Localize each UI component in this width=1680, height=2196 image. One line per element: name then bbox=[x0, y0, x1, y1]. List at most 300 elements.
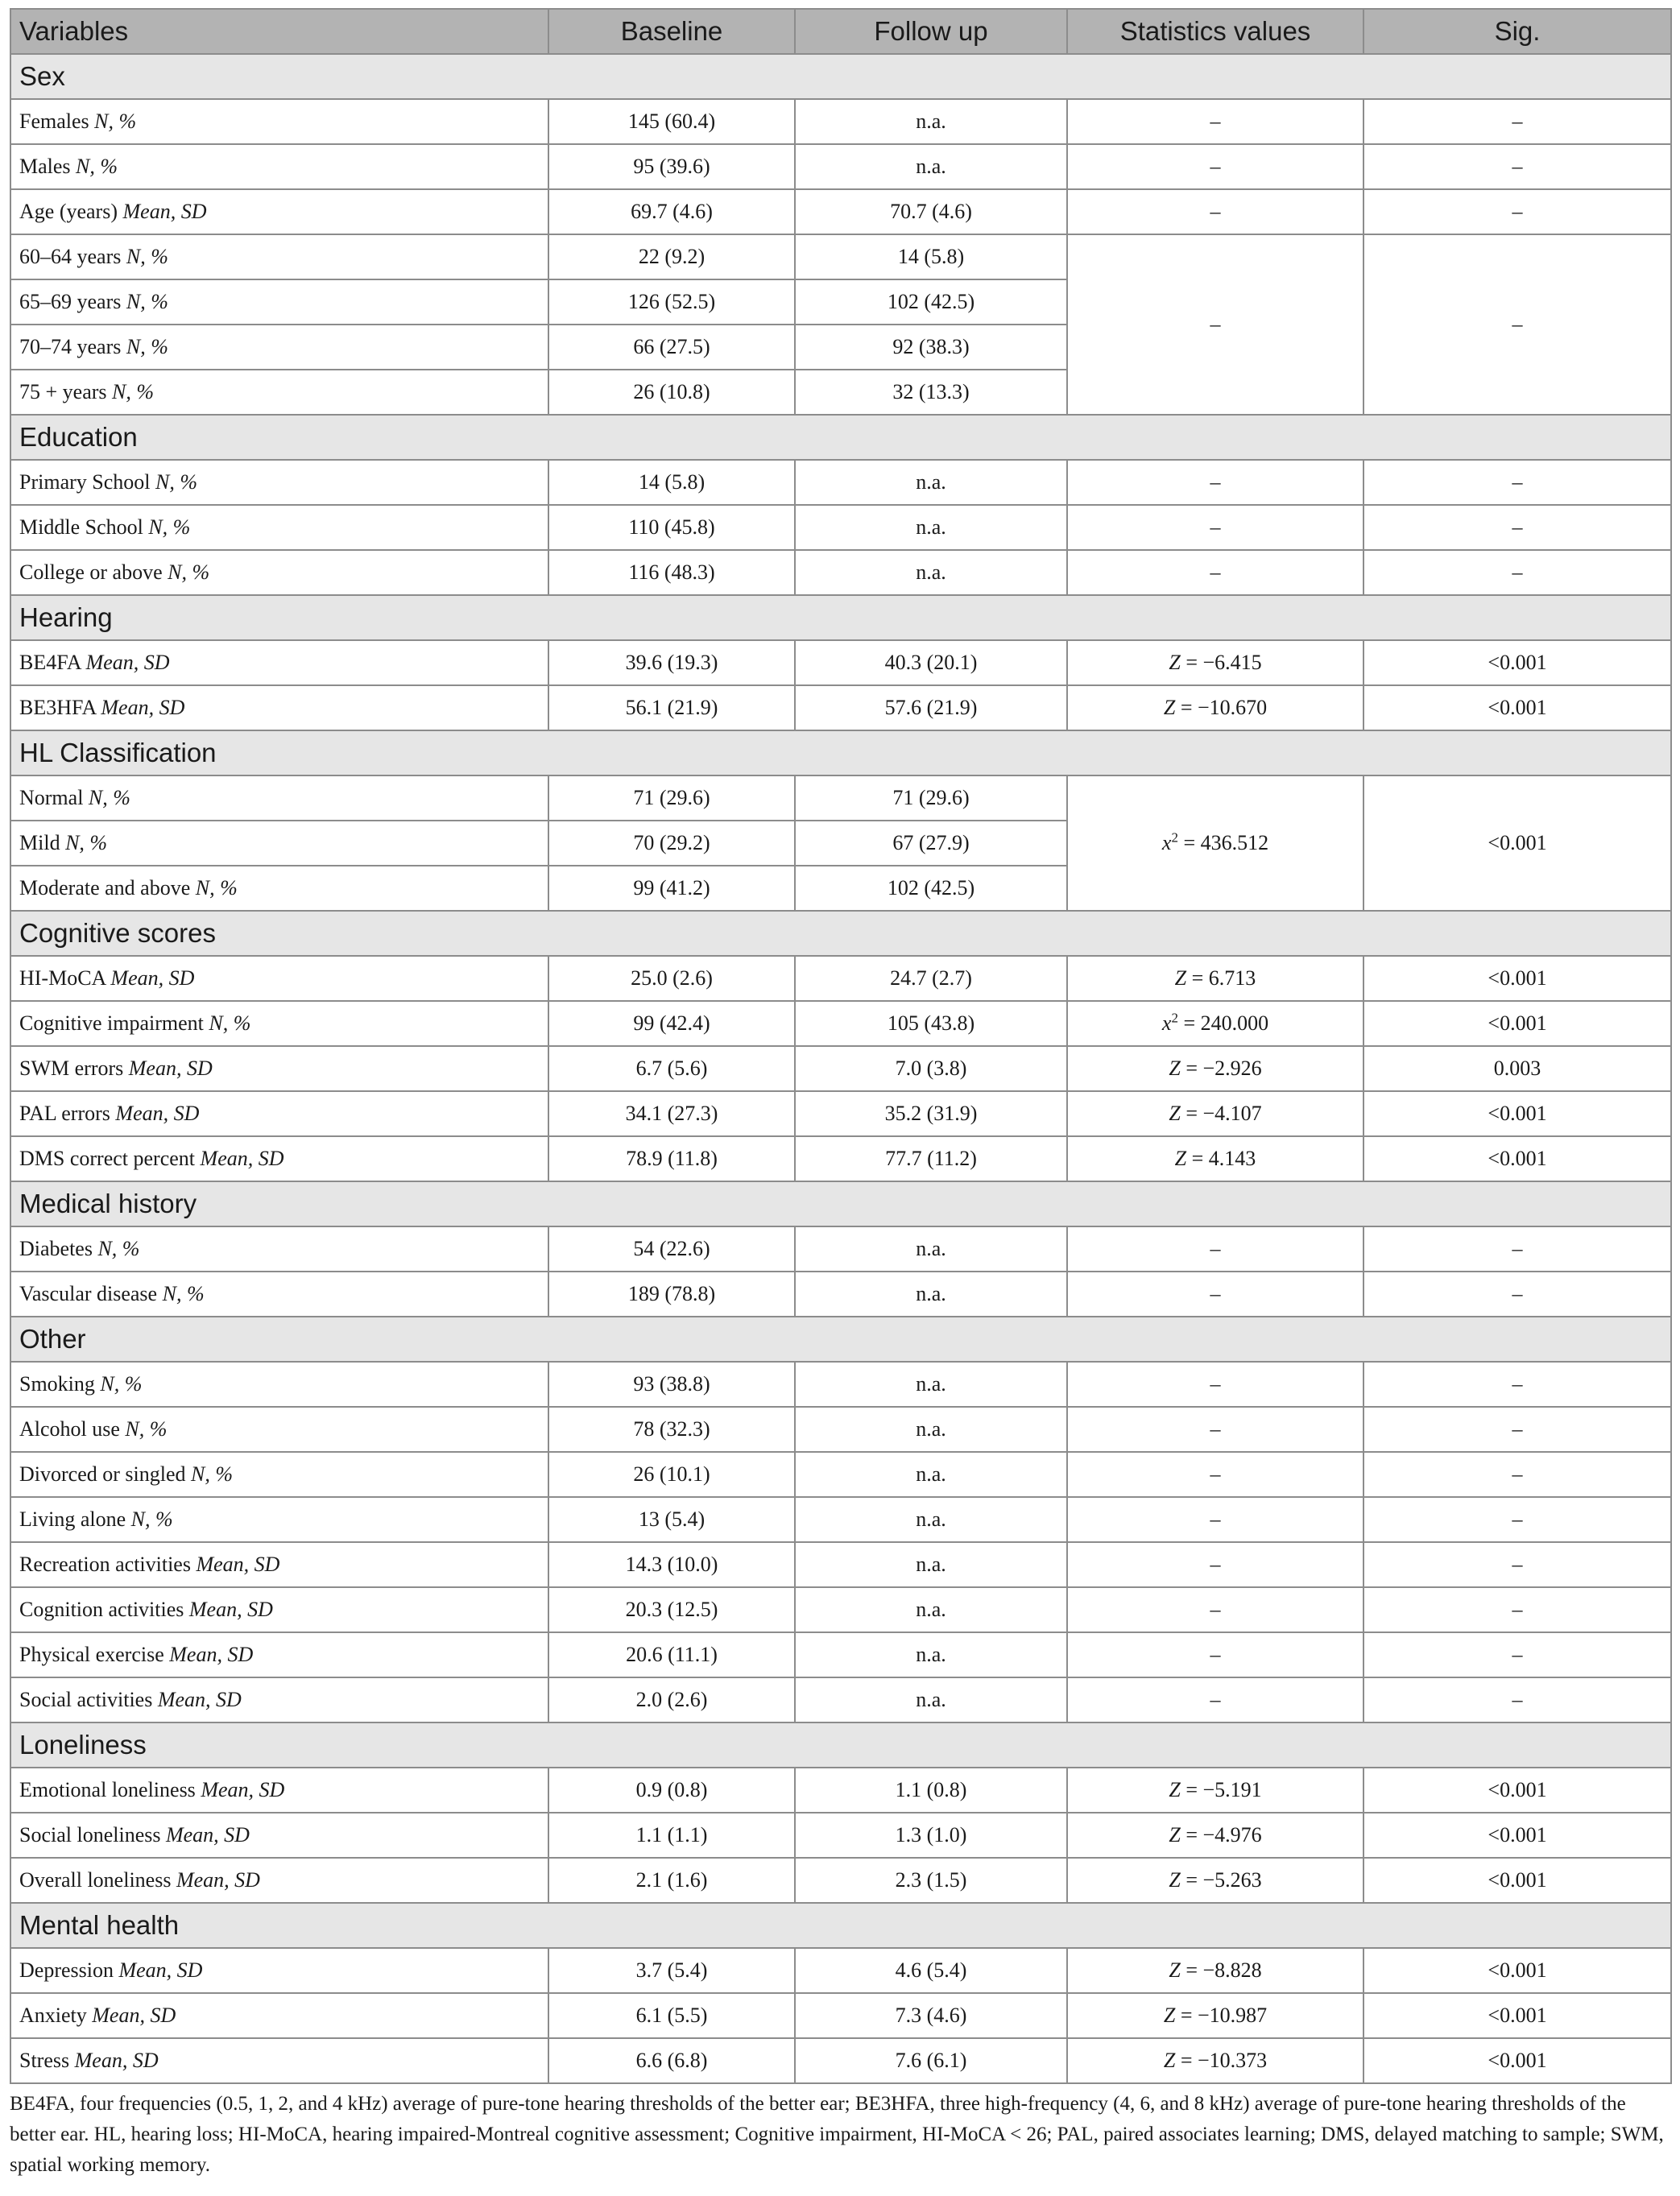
variable-cell bbox=[10, 1542, 548, 1587]
variable-unit: Mean, SD bbox=[92, 2004, 176, 2027]
follow-up-cell: n.a. bbox=[795, 460, 1067, 505]
section-title: Hearing bbox=[10, 595, 1671, 640]
statistic-value: = 6.713 bbox=[1186, 966, 1256, 990]
baseline-cell: 69.7 (4.6) bbox=[548, 189, 795, 234]
variable-label: 65–69 years bbox=[19, 290, 122, 313]
variable-label: Living alone bbox=[19, 1507, 126, 1531]
follow-up-cell: 4.6 (5.4) bbox=[795, 1948, 1067, 1993]
follow-up-cell: n.a. bbox=[795, 1677, 1067, 1722]
significance-cell: – bbox=[1363, 1542, 1671, 1587]
follow-up-cell: n.a. bbox=[795, 1587, 1067, 1632]
statistic-value: = −10.987 bbox=[1175, 2004, 1268, 2027]
baseline-cell: 34.1 (27.3) bbox=[548, 1091, 795, 1136]
statistic-superscript: 2 bbox=[1171, 1010, 1178, 1026]
table-row bbox=[10, 460, 1671, 505]
table-row bbox=[10, 1813, 1671, 1858]
statistics-cell: – bbox=[1067, 144, 1363, 189]
section-title: Loneliness bbox=[10, 1722, 1671, 1768]
follow-up-cell: 7.6 (6.1) bbox=[795, 2038, 1067, 2083]
statistic-symbol: x bbox=[1161, 1011, 1172, 1035]
section-header-row bbox=[10, 54, 1671, 99]
variable-unit: Mean, SD bbox=[165, 1823, 250, 1847]
variable-label: Social activities bbox=[19, 1688, 153, 1711]
statistics-cell bbox=[1067, 1813, 1363, 1858]
follow-up-cell: n.a. bbox=[795, 1452, 1067, 1497]
table-row bbox=[10, 1858, 1671, 1903]
variable-unit: Mean, SD bbox=[188, 1598, 273, 1621]
statistics-cell: – bbox=[1067, 234, 1363, 415]
statistic-value: = −10.670 bbox=[1175, 696, 1268, 719]
follow-up-cell: 57.6 (21.9) bbox=[795, 685, 1067, 730]
table-row bbox=[10, 775, 1671, 821]
statistic-symbol: Z bbox=[1169, 1778, 1181, 1801]
statistics-cell bbox=[1067, 956, 1363, 1001]
baseline-cell: 116 (48.3) bbox=[548, 550, 795, 595]
variable-cell bbox=[10, 1046, 548, 1091]
statistic-value: = −10.373 bbox=[1175, 2049, 1268, 2072]
statistics-cell bbox=[1067, 1768, 1363, 1813]
table-row bbox=[10, 1001, 1671, 1046]
statistic-superscript: 2 bbox=[1171, 829, 1178, 846]
significance-cell: <0.001 bbox=[1363, 1001, 1671, 1046]
variable-label: Alcohol use bbox=[19, 1417, 120, 1441]
section-title: Education bbox=[10, 415, 1671, 460]
follow-up-cell: 24.7 (2.7) bbox=[795, 956, 1067, 1001]
section-header-row bbox=[10, 1722, 1671, 1768]
table-row bbox=[10, 505, 1671, 550]
significance-cell: <0.001 bbox=[1363, 1768, 1671, 1813]
variable-unit: N, % bbox=[148, 515, 191, 539]
follow-up-cell: 1.3 (1.0) bbox=[795, 1813, 1067, 1858]
baseline-cell: 189 (78.8) bbox=[548, 1272, 795, 1317]
variable-label: Divorced or singled bbox=[19, 1462, 186, 1486]
variable-label: Social loneliness bbox=[19, 1823, 161, 1847]
variable-cell bbox=[10, 775, 548, 821]
section-header-row bbox=[10, 1903, 1671, 1948]
section-header-row bbox=[10, 415, 1671, 460]
section-title: Mental health bbox=[10, 1903, 1671, 1948]
variable-unit: N, % bbox=[168, 560, 210, 584]
variable-unit: N, % bbox=[126, 335, 168, 358]
variable-unit: Mean, SD bbox=[176, 1868, 260, 1892]
variable-unit: N, % bbox=[65, 831, 108, 854]
baseline-cell: 95 (39.6) bbox=[548, 144, 795, 189]
variable-unit: N, % bbox=[191, 1462, 234, 1486]
statistic-symbol: Z bbox=[1169, 1057, 1181, 1080]
follow-up-cell: n.a. bbox=[795, 1542, 1067, 1587]
baseline-cell: 93 (38.8) bbox=[548, 1362, 795, 1407]
baseline-cell: 110 (45.8) bbox=[548, 505, 795, 550]
significance-cell: <0.001 bbox=[1363, 956, 1671, 1001]
baseline-cell: 99 (41.2) bbox=[548, 866, 795, 911]
follow-up-cell: n.a. bbox=[795, 550, 1067, 595]
section-title: Sex bbox=[10, 54, 1671, 99]
follow-up-cell: n.a. bbox=[795, 1362, 1067, 1407]
table-row bbox=[10, 1407, 1671, 1452]
significance-cell: – bbox=[1363, 189, 1671, 234]
variable-cell bbox=[10, 1948, 548, 1993]
variable-label: SWM errors bbox=[19, 1057, 124, 1080]
significance-cell: – bbox=[1363, 1362, 1671, 1407]
table-row bbox=[10, 1452, 1671, 1497]
baseline-cell: 26 (10.8) bbox=[548, 370, 795, 415]
table-row bbox=[10, 550, 1671, 595]
section-title: Medical history bbox=[10, 1181, 1671, 1226]
follow-up-cell: 35.2 (31.9) bbox=[795, 1091, 1067, 1136]
table-row bbox=[10, 1542, 1671, 1587]
follow-up-cell: 70.7 (4.6) bbox=[795, 189, 1067, 234]
baseline-cell: 66 (27.5) bbox=[548, 325, 795, 370]
variable-unit: N, % bbox=[126, 245, 168, 268]
statistic-value: = −2.926 bbox=[1180, 1057, 1262, 1080]
statistic-symbol: Z bbox=[1163, 2004, 1176, 2027]
variable-unit: Mean, SD bbox=[196, 1553, 280, 1576]
statistic-symbol: Z bbox=[1169, 1958, 1181, 1982]
variable-label: Vascular disease bbox=[19, 1282, 158, 1305]
header-baseline: Baseline bbox=[548, 9, 795, 54]
follow-up-cell: 7.3 (4.6) bbox=[795, 1993, 1067, 2038]
significance-cell: <0.001 bbox=[1363, 1948, 1671, 1993]
demographics-table bbox=[10, 8, 1672, 2084]
table-row bbox=[10, 1226, 1671, 1272]
significance-cell: – bbox=[1363, 1226, 1671, 1272]
significance-cell: – bbox=[1363, 505, 1671, 550]
statistics-cell bbox=[1067, 1136, 1363, 1181]
variable-unit: Mean, SD bbox=[200, 1147, 284, 1170]
variable-cell bbox=[10, 685, 548, 730]
variable-label: Anxiety bbox=[19, 2004, 87, 2027]
statistics-cell: – bbox=[1067, 1497, 1363, 1542]
baseline-cell: 56.1 (21.9) bbox=[548, 685, 795, 730]
variable-cell bbox=[10, 1091, 548, 1136]
variable-cell bbox=[10, 1587, 548, 1632]
variable-label: BE3HFA bbox=[19, 696, 96, 719]
variable-cell bbox=[10, 866, 548, 911]
variable-label: 60–64 years bbox=[19, 245, 122, 268]
variable-unit: Mean, SD bbox=[101, 696, 185, 719]
variable-label: Overall loneliness bbox=[19, 1868, 172, 1892]
variable-cell bbox=[10, 1272, 548, 1317]
table-row bbox=[10, 1587, 1671, 1632]
variable-unit: N, % bbox=[88, 786, 130, 809]
variable-cell bbox=[10, 460, 548, 505]
statistics-cell: – bbox=[1067, 1542, 1363, 1587]
variable-cell bbox=[10, 1226, 548, 1272]
table-row bbox=[10, 1272, 1671, 1317]
statistics-cell: – bbox=[1067, 460, 1363, 505]
significance-cell: – bbox=[1363, 1587, 1671, 1632]
baseline-cell: 39.6 (19.3) bbox=[548, 640, 795, 685]
variable-unit: N, % bbox=[112, 380, 155, 403]
variable-cell bbox=[10, 1632, 548, 1677]
significance-cell: – bbox=[1363, 1497, 1671, 1542]
variable-unit: N, % bbox=[155, 470, 197, 494]
statistics-cell: – bbox=[1067, 1452, 1363, 1497]
statistics-cell bbox=[1067, 1046, 1363, 1091]
baseline-cell: 6.7 (5.6) bbox=[548, 1046, 795, 1091]
statistic-value: = −5.263 bbox=[1180, 1868, 1262, 1892]
table-row bbox=[10, 1136, 1671, 1181]
variable-cell bbox=[10, 2038, 548, 2083]
variable-cell bbox=[10, 1136, 548, 1181]
section-header-row bbox=[10, 1317, 1671, 1362]
follow-up-cell: 2.3 (1.5) bbox=[795, 1858, 1067, 1903]
variable-cell bbox=[10, 189, 548, 234]
variable-unit: N, % bbox=[97, 1237, 140, 1260]
statistics-cell: – bbox=[1067, 1362, 1363, 1407]
baseline-cell: 26 (10.1) bbox=[548, 1452, 795, 1497]
table-row bbox=[10, 956, 1671, 1001]
variable-label: Males bbox=[19, 155, 71, 178]
variable-unit: Mean, SD bbox=[128, 1057, 213, 1080]
statistics-cell bbox=[1067, 775, 1363, 911]
table-row bbox=[10, 1362, 1671, 1407]
variable-unit: N, % bbox=[162, 1282, 205, 1305]
variable-unit: Mean, SD bbox=[169, 1643, 254, 1666]
variable-unit: Mean, SD bbox=[157, 1688, 242, 1711]
variable-cell bbox=[10, 1677, 548, 1722]
table-row bbox=[10, 640, 1671, 685]
significance-cell: <0.001 bbox=[1363, 1136, 1671, 1181]
baseline-cell: 54 (22.6) bbox=[548, 1226, 795, 1272]
variable-unit: Mean, SD bbox=[85, 651, 170, 674]
follow-up-cell: n.a. bbox=[795, 1632, 1067, 1677]
variable-cell bbox=[10, 1497, 548, 1542]
follow-up-cell: n.a. bbox=[795, 144, 1067, 189]
baseline-cell: 6.6 (6.8) bbox=[548, 2038, 795, 2083]
baseline-cell: 71 (29.6) bbox=[548, 775, 795, 821]
significance-cell: <0.001 bbox=[1363, 685, 1671, 730]
variable-cell bbox=[10, 279, 548, 325]
statistic-value: = −5.191 bbox=[1180, 1778, 1262, 1801]
variable-cell bbox=[10, 1813, 548, 1858]
table-header bbox=[10, 9, 1671, 54]
variable-unit: Mean, SD bbox=[110, 966, 195, 990]
baseline-cell: 70 (29.2) bbox=[548, 821, 795, 866]
variable-label: Physical exercise bbox=[19, 1643, 164, 1666]
statistic-value: = −4.107 bbox=[1180, 1102, 1262, 1125]
statistic-symbol: Z bbox=[1163, 696, 1176, 719]
statistics-cell bbox=[1067, 1858, 1363, 1903]
variable-label: Moderate and above bbox=[19, 876, 191, 899]
follow-up-cell: n.a. bbox=[795, 1226, 1067, 1272]
variable-unit: N, % bbox=[126, 290, 168, 313]
variable-label: 70–74 years bbox=[19, 335, 122, 358]
baseline-cell: 2.1 (1.6) bbox=[548, 1858, 795, 1903]
statistics-cell: – bbox=[1067, 1677, 1363, 1722]
table-row bbox=[10, 1677, 1671, 1722]
variable-cell bbox=[10, 640, 548, 685]
variable-unit: N, % bbox=[125, 1417, 168, 1441]
statistics-cell: – bbox=[1067, 505, 1363, 550]
variable-label: PAL errors bbox=[19, 1102, 110, 1125]
significance-cell: <0.001 bbox=[1363, 1091, 1671, 1136]
significance-cell: – bbox=[1363, 1407, 1671, 1452]
variable-label: HI-MoCA bbox=[19, 966, 106, 990]
variable-unit: Mean, SD bbox=[115, 1102, 200, 1125]
section-title: HL Classification bbox=[10, 730, 1671, 775]
table-row bbox=[10, 189, 1671, 234]
variable-label: Middle School bbox=[19, 515, 143, 539]
variable-unit: N, % bbox=[209, 1011, 251, 1035]
section-header-row bbox=[10, 1181, 1671, 1226]
variable-label: Cognition activities bbox=[19, 1598, 184, 1621]
significance-cell: <0.001 bbox=[1363, 1993, 1671, 2038]
significance-cell: <0.001 bbox=[1363, 2038, 1671, 2083]
header-follow-up: Follow up bbox=[795, 9, 1067, 54]
statistics-cell: – bbox=[1067, 1407, 1363, 1452]
baseline-cell: 78 (32.3) bbox=[548, 1407, 795, 1452]
statistics-cell bbox=[1067, 685, 1363, 730]
follow-up-cell: 105 (43.8) bbox=[795, 1001, 1067, 1046]
significance-cell: – bbox=[1363, 144, 1671, 189]
statistics-cell: – bbox=[1067, 1272, 1363, 1317]
statistics-cell: – bbox=[1067, 550, 1363, 595]
statistics-cell bbox=[1067, 1993, 1363, 2038]
variable-cell bbox=[10, 1858, 548, 1903]
variable-label: DMS correct percent bbox=[19, 1147, 196, 1170]
significance-cell: <0.001 bbox=[1363, 1813, 1671, 1858]
variable-label: 75 + years bbox=[19, 380, 107, 403]
follow-up-cell: 7.0 (3.8) bbox=[795, 1046, 1067, 1091]
statistic-value: = −4.976 bbox=[1180, 1823, 1262, 1847]
baseline-cell: 20.6 (11.1) bbox=[548, 1632, 795, 1677]
variable-unit: Mean, SD bbox=[118, 1958, 203, 1982]
header-variables: Variables bbox=[10, 9, 548, 54]
baseline-cell: 22 (9.2) bbox=[548, 234, 795, 279]
baseline-cell: 99 (42.4) bbox=[548, 1001, 795, 1046]
statistic-symbol: Z bbox=[1169, 1102, 1181, 1125]
header-statistics-values: Statistics values bbox=[1067, 9, 1363, 54]
statistic-symbol: Z bbox=[1163, 2049, 1176, 2072]
statistics-cell bbox=[1067, 1091, 1363, 1136]
variable-label: Depression bbox=[19, 1958, 114, 1982]
table-row bbox=[10, 99, 1671, 144]
significance-cell: – bbox=[1363, 1452, 1671, 1497]
variable-unit: N, % bbox=[94, 110, 137, 133]
baseline-cell: 2.0 (2.6) bbox=[548, 1677, 795, 1722]
statistic-value: = 4.143 bbox=[1186, 1147, 1256, 1170]
baseline-cell: 0.9 (0.8) bbox=[548, 1768, 795, 1813]
variable-cell bbox=[10, 325, 548, 370]
statistic-value: = 240.000 bbox=[1177, 1011, 1269, 1035]
table-body bbox=[10, 54, 1671, 2083]
follow-up-cell: 102 (42.5) bbox=[795, 866, 1067, 911]
significance-cell: – bbox=[1363, 234, 1671, 415]
variable-unit: N, % bbox=[100, 1372, 143, 1396]
variable-label: Females bbox=[19, 110, 89, 133]
follow-up-cell: 32 (13.3) bbox=[795, 370, 1067, 415]
statistics-cell bbox=[1067, 640, 1363, 685]
baseline-cell: 14 (5.8) bbox=[548, 460, 795, 505]
significance-cell: – bbox=[1363, 1677, 1671, 1722]
baseline-cell: 145 (60.4) bbox=[548, 99, 795, 144]
statistic-symbol: Z bbox=[1169, 1868, 1181, 1892]
variable-unit: Mean, SD bbox=[122, 200, 207, 223]
baseline-cell: 13 (5.4) bbox=[548, 1497, 795, 1542]
baseline-cell: 78.9 (11.8) bbox=[548, 1136, 795, 1181]
significance-cell: <0.001 bbox=[1363, 1858, 1671, 1903]
statistics-cell bbox=[1067, 1948, 1363, 1993]
variable-cell bbox=[10, 1768, 548, 1813]
table-row bbox=[10, 2038, 1671, 2083]
statistic-value: = −6.415 bbox=[1180, 651, 1262, 674]
table-row bbox=[10, 1632, 1671, 1677]
follow-up-cell: 77.7 (11.2) bbox=[795, 1136, 1067, 1181]
variable-label: Diabetes bbox=[19, 1237, 93, 1260]
section-header-row bbox=[10, 911, 1671, 956]
statistics-cell: – bbox=[1067, 189, 1363, 234]
variable-cell bbox=[10, 1407, 548, 1452]
variable-label: BE4FA bbox=[19, 651, 81, 674]
variable-cell bbox=[10, 99, 548, 144]
statistic-symbol: Z bbox=[1169, 1823, 1181, 1847]
section-header-row bbox=[10, 595, 1671, 640]
statistics-cell: – bbox=[1067, 1587, 1363, 1632]
variable-cell bbox=[10, 505, 548, 550]
baseline-cell: 3.7 (5.4) bbox=[548, 1948, 795, 1993]
variable-label: Smoking bbox=[19, 1372, 95, 1396]
header-sig: Sig. bbox=[1363, 9, 1671, 54]
significance-cell: – bbox=[1363, 460, 1671, 505]
table-row bbox=[10, 1091, 1671, 1136]
variable-cell bbox=[10, 144, 548, 189]
significance-cell: 0.003 bbox=[1363, 1046, 1671, 1091]
statistics-cell: – bbox=[1067, 1632, 1363, 1677]
baseline-cell: 6.1 (5.5) bbox=[548, 1993, 795, 2038]
table-row bbox=[10, 685, 1671, 730]
table-row bbox=[10, 1993, 1671, 2038]
statistic-symbol: Z bbox=[1169, 651, 1181, 674]
significance-cell: – bbox=[1363, 550, 1671, 595]
follow-up-cell: 40.3 (20.1) bbox=[795, 640, 1067, 685]
statistics-cell bbox=[1067, 2038, 1363, 2083]
baseline-cell: 14.3 (10.0) bbox=[548, 1542, 795, 1587]
significance-cell: <0.001 bbox=[1363, 640, 1671, 685]
statistic-symbol: Z bbox=[1174, 1147, 1187, 1170]
table-row bbox=[10, 234, 1671, 279]
statistic-value: = −8.828 bbox=[1180, 1958, 1262, 1982]
variable-label: Cognitive impairment bbox=[19, 1011, 204, 1035]
follow-up-cell: n.a. bbox=[795, 1272, 1067, 1317]
variable-unit: N, % bbox=[130, 1507, 173, 1531]
variable-label: Normal bbox=[19, 786, 84, 809]
significance-cell: – bbox=[1363, 99, 1671, 144]
follow-up-cell: 102 (42.5) bbox=[795, 279, 1067, 325]
header-row bbox=[10, 9, 1671, 54]
section-title: Cognitive scores bbox=[10, 911, 1671, 956]
variable-cell bbox=[10, 956, 548, 1001]
follow-up-cell: 67 (27.9) bbox=[795, 821, 1067, 866]
variable-unit: N, % bbox=[76, 155, 118, 178]
significance-cell: <0.001 bbox=[1363, 775, 1671, 911]
variable-unit: N, % bbox=[195, 876, 238, 899]
significance-cell: – bbox=[1363, 1632, 1671, 1677]
variable-unit: Mean, SD bbox=[201, 1778, 285, 1801]
variable-cell bbox=[10, 1001, 548, 1046]
variable-label: Emotional loneliness bbox=[19, 1778, 196, 1801]
variable-cell bbox=[10, 1452, 548, 1497]
table-row bbox=[10, 1046, 1671, 1091]
follow-up-cell: 71 (29.6) bbox=[795, 775, 1067, 821]
variable-label: Stress bbox=[19, 2049, 70, 2072]
statistics-cell bbox=[1067, 1001, 1363, 1046]
variable-label: College or above bbox=[19, 560, 163, 584]
table-row bbox=[10, 1768, 1671, 1813]
variable-cell bbox=[10, 550, 548, 595]
section-header-row bbox=[10, 730, 1671, 775]
document bbox=[10, 8, 1670, 2181]
